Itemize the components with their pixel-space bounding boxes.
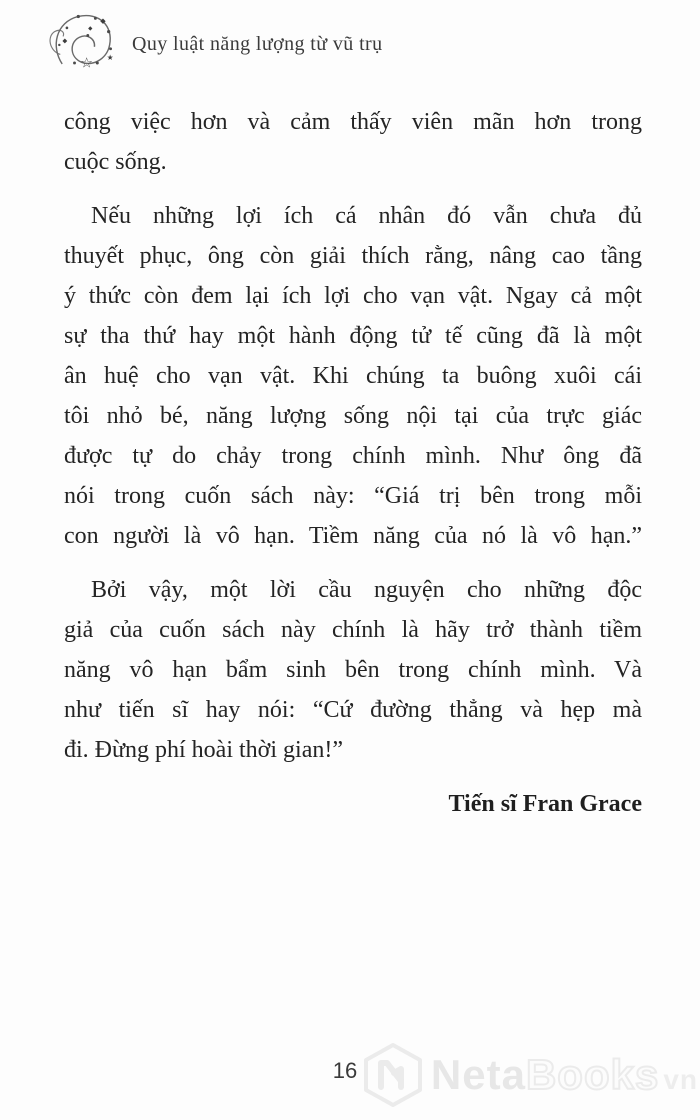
text-line: được tự do chảy trong chính mình. Như ông đã [64, 443, 642, 469]
running-head-title: Quy luật năng lượng từ vũ trụ [132, 32, 383, 55]
text-line: ân huệ cho vạn vật. Khi chúng ta buông xuôi cái [64, 363, 642, 389]
netabooks-hexagon-logo-icon [361, 1042, 425, 1108]
text-line: tôi nhỏ bé, năng lượng sống nội tại của trực giác [64, 403, 642, 429]
text-line: cuộc sống. [64, 149, 167, 175]
text-line: sự tha thứ hay một hành động tử tế cũng đã là một [64, 323, 642, 349]
body-text [64, 102, 642, 824]
paragraph [64, 102, 642, 182]
page-number: 16 [332, 1058, 358, 1083]
watermark-brand-secondary: Books [525, 1051, 660, 1098]
watermark-brand-primary: Neta [430, 1051, 526, 1098]
svg-text:☆: ☆ [80, 55, 93, 72]
text-line: con người là vô hạn. Tiềm năng của nó là vô hạn.” [64, 523, 642, 549]
text-line: nói trong cuốn sách này: “Giá trị bên trong mỗi [64, 483, 642, 509]
watermark-brand [431, 1051, 698, 1099]
watermark-brand-suffix: vn [663, 1064, 698, 1095]
netabooks-watermark [361, 1042, 698, 1108]
text-line: năng vô hạn bẩm sinh bên trong chính mình. Và [64, 657, 642, 683]
text-line: như tiến sĩ hay nói: “Cứ đường thẳng và hẹp mà [64, 697, 642, 723]
text-line: giả của cuốn sách này chính là hãy trở thành tiềm [64, 617, 642, 643]
svg-text:★: ★ [106, 53, 114, 63]
text-line: công việc hơn và cảm thấy viên mãn hơn trong [64, 109, 642, 135]
signature: Tiến sĩ Fran Grace [448, 791, 642, 817]
spiral-stars-ornament-icon [46, 7, 122, 81]
text-line: ý thức còn đem lại ích lợi cho vạn vật. Ngay cả một [64, 283, 642, 309]
page-header [46, 6, 660, 82]
paragraph [64, 570, 642, 770]
text-line: thuyết phục, ông còn giải thích rằng, nâng cao tầng [64, 243, 642, 269]
text-line: đi. Đừng phí hoài thời gian!” [64, 737, 343, 763]
paragraph [64, 196, 642, 556]
text-line: Bởi vậy, một lời cầu nguyện cho những độc [91, 577, 642, 603]
text-line: Nếu những lợi ích cá nhân đó vẫn chưa đủ [91, 203, 642, 229]
paragraphs-container [64, 102, 642, 770]
